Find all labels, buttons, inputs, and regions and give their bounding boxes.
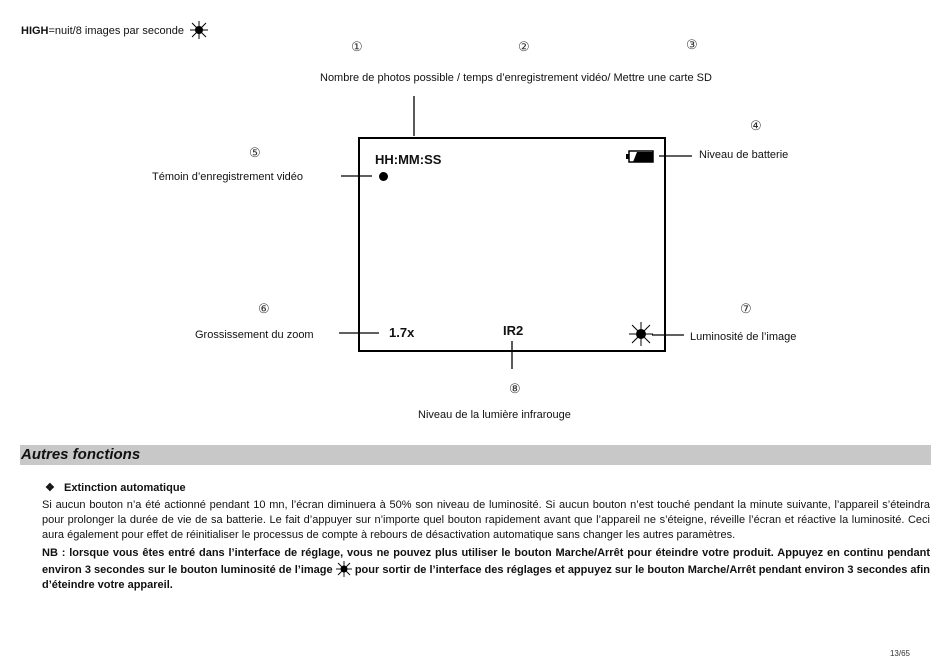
callout-label-zoom: Grossissement du zoom <box>195 329 314 341</box>
callout-number-8: ⑧ <box>509 382 521 397</box>
callout-label-infrared: Niveau de la lumière infrarouge <box>418 409 571 421</box>
page-number: 13/65 <box>889 649 910 658</box>
auto-off-paragraph: Si aucun bouton n’a été actionné pendant 10 mn, l’écran diminuera à 50% son niveau de luminosité. Si aucun bouton n’est touché pendant la minute suivante, l’appareil s’éteindra pour prolonger la durée de vie de sa batterie. Le fait d’appuyer sur n’importe quel bouton rapidement avant que l’appareil ne s’éteigne, réveille l’écran et réactive la luminosité. Ceci aura également pour effet de réinitialiser le processus de compte à rebours de désactivation automatique sans changer les autres paramètres. <box>42 499 930 541</box>
brightness-button-icon <box>336 561 352 577</box>
note-text-1: NB : lorsque vous êtes entré dans l’interface de réglage, vous ne pouvez plus utiliser le bouton Marche/Arrêt pour éteindre votre produit. Appuyez en continu pendant environ 3 secondes sur le bouton luminosité de l’image <box>42 547 930 576</box>
callout-number-6: ⑥ <box>258 302 270 317</box>
subsection-heading <box>45 481 186 494</box>
diamond-bullet-icon: ❖ <box>45 482 55 494</box>
screen-time: HH:MM:SS <box>375 152 442 167</box>
callout-label-recording: Témoin d’enregistrement vidéo <box>152 171 304 183</box>
screen-ir-level: IR2 <box>503 323 524 338</box>
section-header-bar <box>20 445 931 465</box>
device-screen <box>358 137 666 352</box>
recording-dot-icon <box>379 172 388 181</box>
mode-description: =nuit/8 images par seconde <box>48 25 184 37</box>
callout-number-5: ⑤ <box>249 146 261 161</box>
callout-number-7: ⑦ <box>740 302 752 317</box>
subsection-title: Extinction automatique <box>64 482 186 494</box>
callout-number-2: ② <box>518 40 530 55</box>
screen-zoom: 1.7x <box>389 325 415 340</box>
note-paragraph <box>42 546 930 593</box>
callout-number-4: ④ <box>750 119 762 134</box>
callout-number-3: ③ <box>686 38 698 53</box>
battery-icon <box>626 150 654 164</box>
callout-number-1: ① <box>351 40 363 55</box>
mode-name: HIGH <box>21 25 49 37</box>
callout-label-brightness: Luminosité de l’image <box>690 331 797 343</box>
note-text-2: pour sortir de l’interface des réglages et appuyez sur le bouton Marche/Arrêt pendant environ 3 secondes afin d’éteindre votre appareil. <box>42 564 930 591</box>
screen-brightness-icon <box>629 322 653 346</box>
section-title: Autres fonctions <box>21 446 141 463</box>
callout-label-battery: Niveau de batterie <box>699 149 789 161</box>
callout-label-photos: Nombre de photos possible / temps d’enregistrement vidéo/ Mettre une carte SD <box>320 72 712 84</box>
